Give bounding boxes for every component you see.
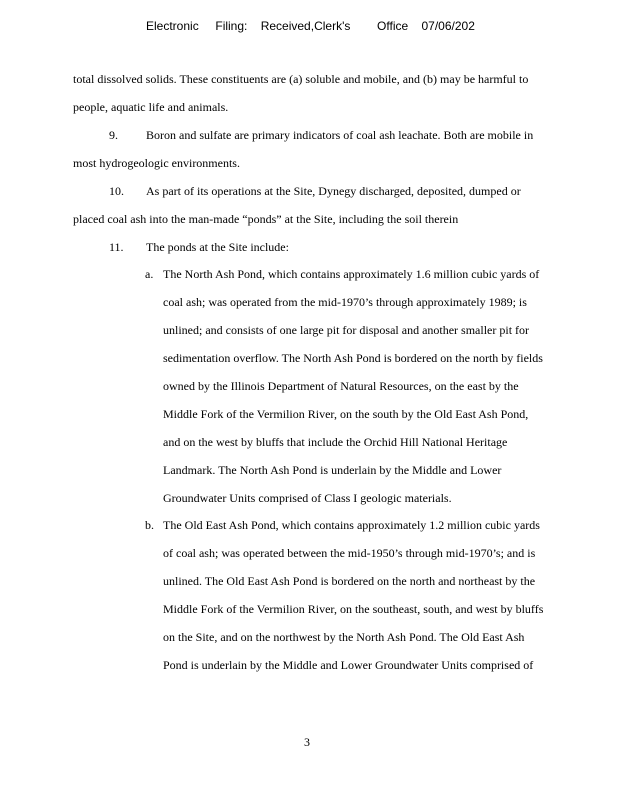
- text-line: people, aquatic life and animals.: [73, 100, 229, 114]
- text-line: Middle Fork of the Vermilion River, on the southeast, south, and west by bluffs: [163, 602, 544, 616]
- text-line: Middle Fork of the Vermilion River, on the south by the Old East Ash Pond,: [163, 407, 529, 421]
- text-line: coal ash; was operated from the mid-1970’s through approximately 1989; is: [163, 295, 527, 309]
- text-line: The ponds at the Site include:: [146, 240, 289, 254]
- text-line: unlined. The Old East Ash Pond is bordered on the north and northeast by the: [163, 574, 536, 588]
- text-line: Pond is underlain by the Middle and Lower Groundwater Units comprised of: [163, 658, 534, 672]
- text-line: The Old East Ash Pond, which contains approximately 1.2 million cubic yards: [163, 518, 540, 532]
- text-line: and on the west by bluffs that include the Orchid Hill National Heritage: [163, 435, 508, 449]
- text-line: most hydrogeologic environments.: [73, 156, 240, 170]
- paragraph-number: 11.: [109, 240, 124, 254]
- text-line: owned by the Illinois Department of Natural Resources, on the east by the: [163, 379, 519, 393]
- text-line: Landmark. The North Ash Pond is underlain by the Middle and Lower: [163, 463, 502, 477]
- text-line: on the Site, and on the northwest by the North Ash Pond. The Old East Ash: [163, 630, 525, 644]
- text-line: Boron and sulfate are primary indicators of coal ash leachate. Both are mobile in: [146, 128, 534, 142]
- text-line: Groundwater Units comprised of Class I geologic materials.: [163, 491, 452, 505]
- text-line: total dissolved solids. These constituents are (a) soluble and mobile, and (b) may be harmful to: [73, 72, 529, 86]
- paragraph-number: 10.: [109, 184, 124, 198]
- text-line: of coal ash; was operated between the mid-1950’s through mid-1970’s; and is: [163, 546, 536, 560]
- paragraph-number: 9.: [109, 128, 118, 142]
- text-line: placed coal ash into the man-made “ponds” at the Site, including the soil therein: [73, 212, 459, 226]
- filing-stamp-header: Electronic Filing: Received,Clerk's Office 07/06/202: [146, 19, 475, 33]
- text-line: As part of its operations at the Site, Dynegy discharged, deposited, dumped or: [146, 184, 521, 198]
- text-line: unlined; and consists of one large pit for disposal and another smaller pit for: [163, 323, 530, 337]
- text-line: sedimentation overflow. The North Ash Pond is bordered on the north by fields: [163, 351, 543, 365]
- list-item-marker: a.: [145, 267, 154, 281]
- page-number: 3: [304, 735, 310, 749]
- list-item-marker: b.: [145, 518, 154, 532]
- text-line: The North Ash Pond, which contains approximately 1.6 million cubic yards of: [163, 267, 540, 281]
